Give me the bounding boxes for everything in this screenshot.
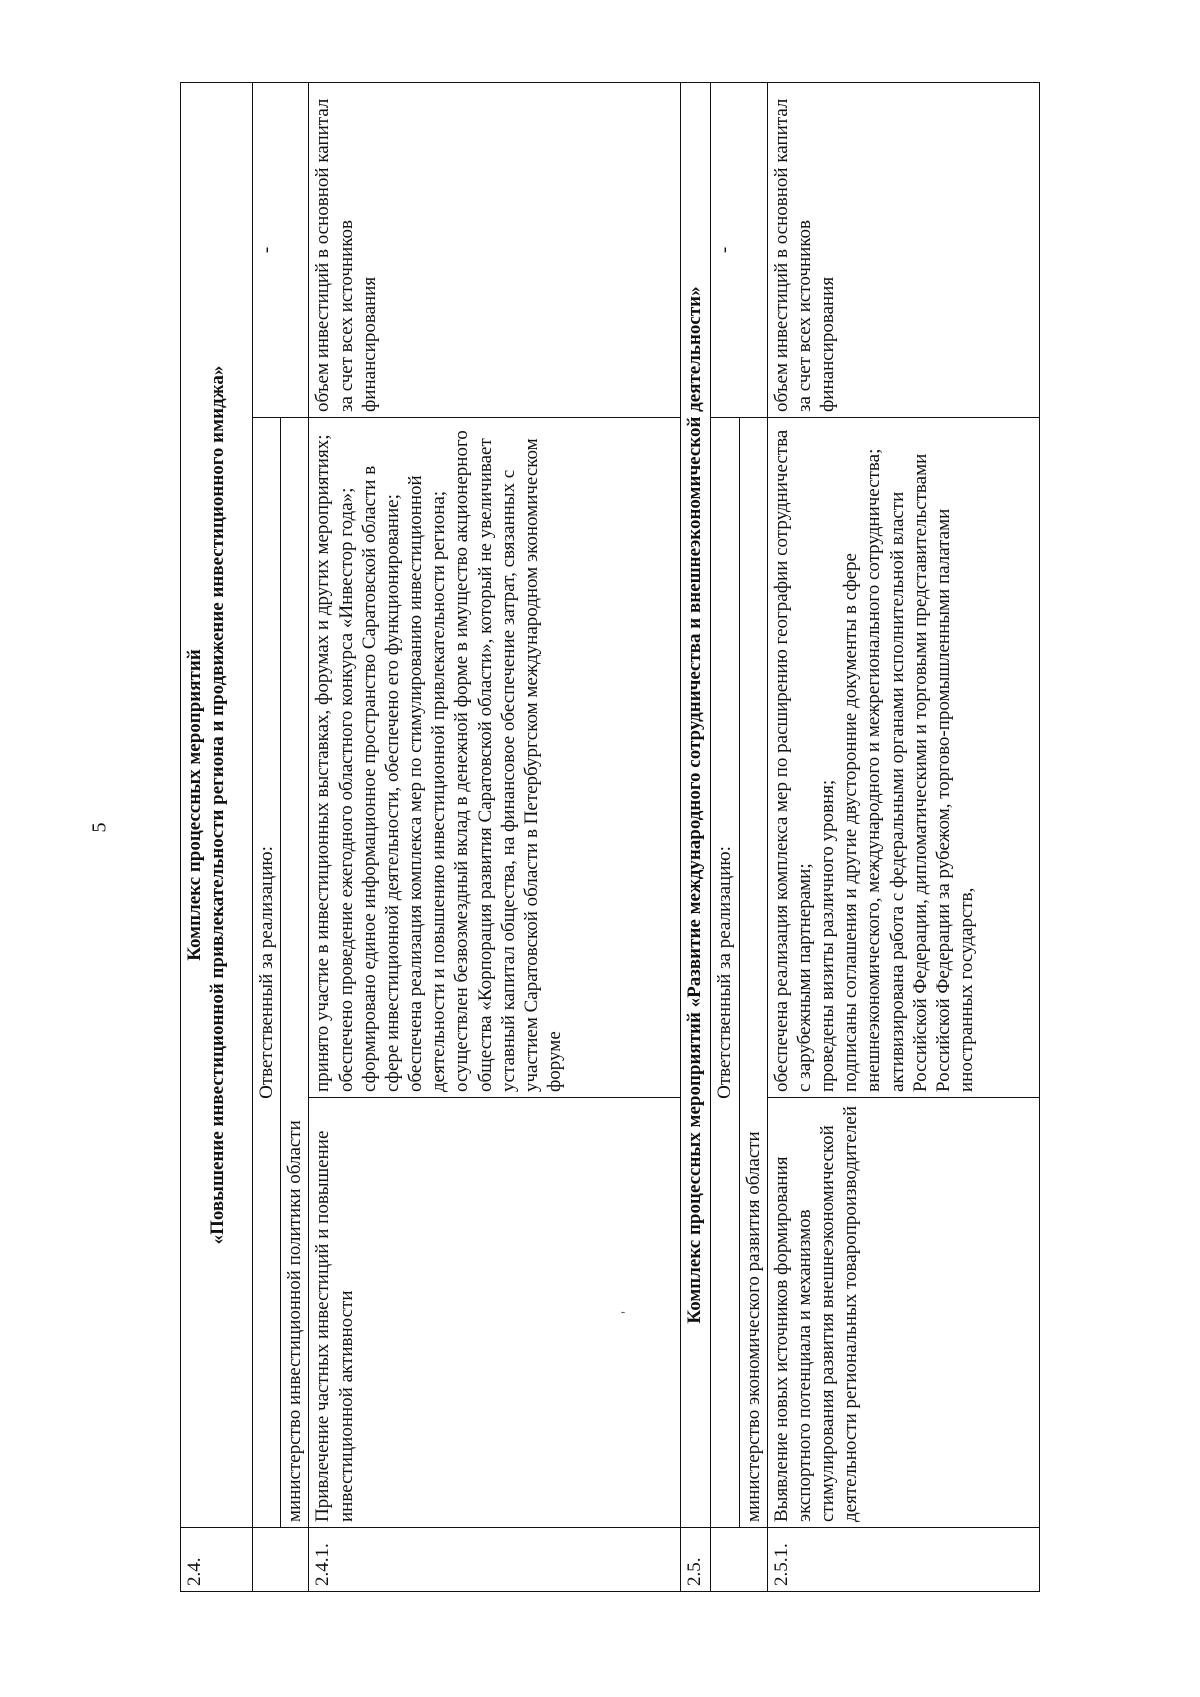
responsible-dash: - — [253, 83, 309, 418]
responsible-dash: - — [711, 83, 767, 418]
section-title-line-2: «Повышение инвестиционной привлекательности региона и продвижение инвестиционного имиджа» — [207, 365, 229, 1245]
responsible-label: Ответственный за реализацию: — [253, 418, 281, 1528]
item-number: 2.5.1. — [767, 1528, 1039, 1592]
section-number: 2.4. — [181, 1528, 253, 1592]
item-tasks — [309, 418, 681, 1098]
item-indicator: объем инвестиций в основной капитал за счет всех источников финансирования — [767, 83, 1039, 418]
empty-cell — [711, 1528, 767, 1592]
task-list — [311, 423, 566, 1092]
responsible-value: министерство инвестиционной политики области — [281, 418, 309, 1528]
empty-cell — [253, 1528, 309, 1592]
item-row-2-4-1 — [309, 83, 681, 1592]
task-item: сформировано единое информационное пространство Саратовской области в сфере инвестиционной деятельности, обеспечено его функционирование; — [358, 465, 403, 1092]
responsible-label-row — [711, 83, 739, 1592]
item-row-2-5-1 — [767, 83, 1039, 1592]
measures-table — [180, 82, 1040, 1592]
task-item: принято участие в инвестиционных выставках, форумах и других мероприятиях; — [312, 434, 334, 1092]
section-number: 2.5. — [681, 1528, 711, 1592]
task-item: проведены визиты различного уровня; — [817, 779, 839, 1092]
page-number: 5 — [88, 822, 111, 833]
task-item: обеспечена реализация комплекса мер по расширению географии сотрудничества с зарубежными партнерами; — [770, 429, 815, 1092]
task-item: активизирована работа с федеральными органами исполнительной власти Российской Федерации, дипломатическими и торговыми представительствами Российской Федерации за рубежом, торгово-промышленными палатами иностранных государств, — [886, 453, 978, 1092]
section-title — [181, 83, 253, 1528]
item-name: Выявление новых источников формирования экспортного потенциала и механизмов стимулирования развития внешнеэкономической деятельности региональных товаропроизводителей — [767, 1098, 1039, 1528]
responsible-label-row — [253, 83, 281, 1592]
item-name-text: Привлечение частных инвестиций и повышение инвестиционной активности — [312, 1130, 357, 1522]
item-indicator: объем инвестиций в основной капитал за счет всех источников финансирования — [309, 83, 681, 418]
section-2-5-header-row — [681, 83, 711, 1592]
task-item: подписаны соглашения и другие двусторонние документы в сфере внешнеэкономического, международного и межрегионального сотрудничества; — [840, 448, 885, 1092]
section-2-4-header-row — [181, 83, 253, 1592]
rotated-table-container — [180, 82, 1040, 1592]
responsible-value: министерство экономического развития области — [739, 418, 767, 1528]
item-tasks — [767, 418, 1039, 1098]
item-number: 2.4.1. — [309, 1528, 681, 1592]
section-title: Комплекс процессных мероприятий «Развитие международного сотрудничества и внешнеэкономической деятельности» — [681, 83, 711, 1528]
task-item: осуществлен безвозмездный вклад в денежной форме в имущество акционерного общества «Корпорация развития Саратовской области», который не увеличивает уставный капитал общества, на финансовое обеспечение затрат, связанных с участием Саратовской области в Петербургском международном экономическом форуме — [451, 430, 566, 1092]
responsible-label: Ответственный за реализацию: — [711, 418, 739, 1528]
task-item: обеспечена реализация комплекса мер по стимулированию инвестиционной деятельности и повышению инвестиционной привлекательности региона; — [405, 475, 450, 1092]
section-title-line-1: Комплекс процессных мероприятий — [184, 649, 205, 961]
item-name — [309, 1098, 681, 1528]
task-item: обеспечено проведение ежегодного областного конкурса «Инвестор года»; — [335, 487, 357, 1092]
task-list — [770, 423, 979, 1092]
stray-mark: ' — [618, 1311, 635, 1314]
